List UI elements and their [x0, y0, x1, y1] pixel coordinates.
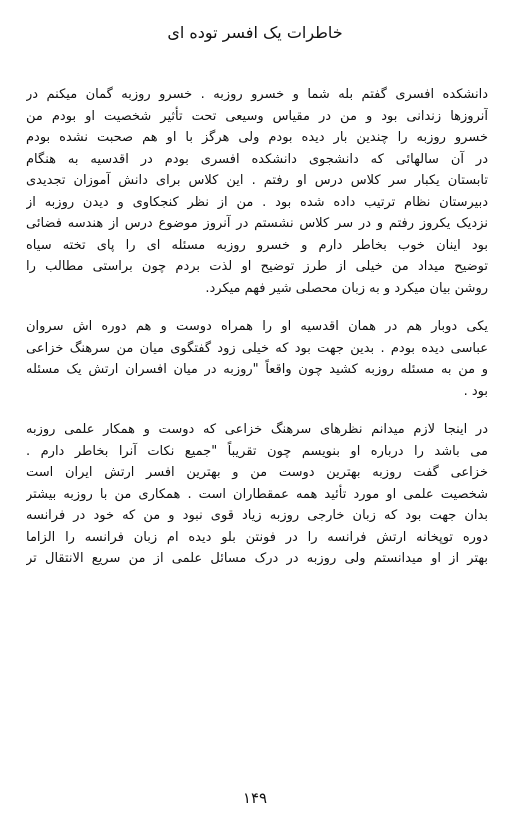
paragraph [26, 84, 488, 299]
text-line: دوره توپخانه ارتش فرانسه را در فونتن بلو دیده ام زبان فرانسه را الزاما [26, 529, 488, 545]
text-line: یکی دوبار هم در همان اقدسیه او را همراه دوست و هم دوره اش سروان [26, 319, 488, 334]
text-line: توضیح میداد من خیلی از طرز توضیح او لذت بردم چون براستی مطالب را [26, 259, 488, 274]
text-line: دبیرستان نظام ترتیب داده شده بود . من از نظر کنجکاوی و دیدن روزبه از [26, 194, 488, 210]
text-line: شخصیت علمی او مورد تأئید همه عمقطاران است . همکاری من با روزبه بیشتر [26, 486, 488, 502]
text-line: در آن سالهائی که دانشجوی دانشکده افسری بودم در اقدسیه به هنگام [26, 151, 488, 167]
paragraph [26, 316, 488, 402]
text-line: نزدیک یکروز رفتم و در سر کلاس نشستم در آنروز موضوع درس از هندسه فضائی [26, 216, 488, 231]
text-line: آنروزها زندانی بود و من در مقیاس وسیعی تحت تأثیر شخصیت او بودم من [26, 108, 488, 124]
paragraph [26, 419, 488, 570]
text-line: بود . [463, 383, 488, 399]
text-line: بدان جهت بود که زبان خارجی روزبه زیاد قوی نبود و من که خود در فرانسه [26, 508, 488, 523]
page-number: ۱۴۹ [242, 789, 268, 807]
body-text [26, 84, 488, 570]
text-line: خسرو روزبه را چندین بار دیده بودم ولی هرگز با او هم صحبت نشده بودم [26, 130, 488, 145]
running-header: خاطرات یک افسر توده ای [167, 23, 343, 42]
text-line: می باشد را درباره او بنویسم چون تقریباً "جمیع نکات آنرا بخاطر دارم . [26, 443, 488, 459]
text-line: تابستان یکبار سر کلاس درس او رفتم . این کلاس برای دانش آموزان تجدیدی [26, 173, 488, 188]
text-line: و من به مسئله روزبه کشید چون واقعاً "روزبه در میان افسران ارتش یک مسئله [26, 362, 488, 377]
text-line: خزاعی گفت روزبه بهترین دوست من و بهترین افسر ارتش ایران است [26, 465, 488, 480]
text-line: دانشکده افسری گفتم بله شما و خسرو روزبه . خسرو روزبه گمان میکنم در [26, 87, 488, 102]
text-line: در اینجا لازم میدانم نظرهای سرهنگ خزاعی که دوست و همکار علمی روزبه [26, 422, 488, 437]
text-line: عباسی دیده بودم . بدین جهت بود که خیلی زود گفتگوی میان من سرهنگ خزاعی [26, 340, 488, 356]
text-line: روشن بیان میکرد و به زبان محصلی شیر فهم میکرد. [205, 280, 488, 296]
text-line: بود اینان خوب بخاطر دارم و خسرو روزبه مسئله ای را پای تخته سیاه [26, 237, 488, 253]
text-line: بهتر از او میدانستم ولی روزبه در درک مسائل علمی از من سریع الانتقال تر [26, 551, 488, 566]
